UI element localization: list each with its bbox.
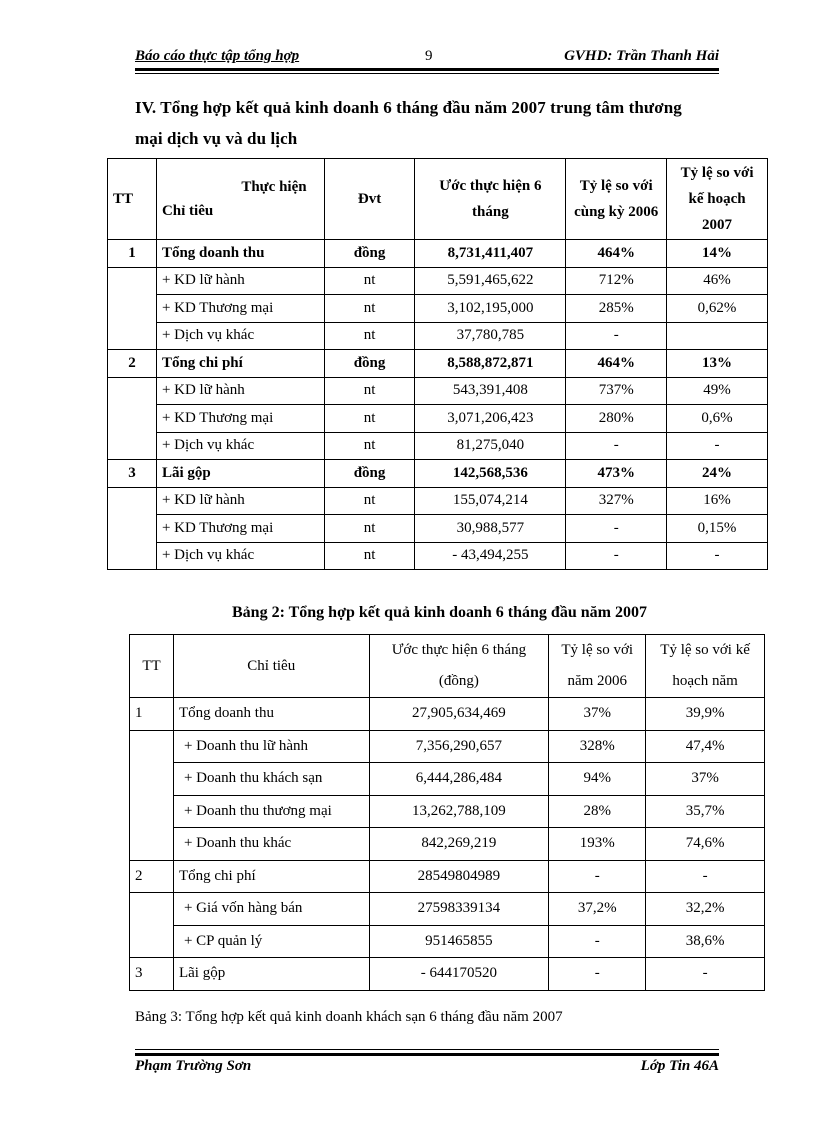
table-row	[108, 405, 768, 433]
header-vs-prev-year: Tỷ lệ so với cùng kỳ 2006	[566, 159, 667, 240]
row-vs-plan: 24%	[667, 460, 768, 488]
header-tt: TT	[130, 635, 174, 698]
row-label: + Doanh thu thương mại	[173, 795, 369, 828]
footer-class: Lớp Tin 46A	[640, 1058, 719, 1074]
row-label: Lãi gộp	[156, 460, 324, 488]
table-row	[108, 322, 768, 350]
business-results-table	[107, 158, 768, 570]
row-vs-prev-year: -	[566, 542, 667, 570]
row-vs-plan: -	[667, 432, 768, 460]
table-header-row	[130, 635, 765, 698]
row-vs-prev-year: 712%	[566, 267, 667, 295]
row-number-blank	[108, 267, 157, 350]
row-number-blank	[130, 730, 174, 860]
row-unit: nt	[324, 405, 415, 433]
row-unit: đồng	[324, 240, 415, 268]
row-vs-plan: 14%	[667, 240, 768, 268]
row-estimate: 6,444,286,484	[369, 763, 549, 796]
table-row	[130, 893, 765, 926]
table-row	[108, 515, 768, 543]
row-label: + Doanh thu khách sạn	[173, 763, 369, 796]
row-unit: nt	[324, 295, 415, 323]
row-unit: đồng	[324, 350, 415, 378]
row-label: Tổng doanh thu	[173, 698, 369, 731]
table-row	[108, 240, 768, 268]
row-number: 3	[130, 958, 174, 991]
row-estimate: - 644170520	[369, 958, 549, 991]
header-estimate: Ước thực hiện 6 tháng (đồng)	[369, 635, 549, 698]
table-row	[130, 828, 765, 861]
table-row	[130, 860, 765, 893]
row-estimate: 3,102,195,000	[415, 295, 566, 323]
table-row	[130, 925, 765, 958]
row-vs-prev-year: 285%	[566, 295, 667, 323]
row-unit: nt	[324, 487, 415, 515]
row-vs-2006: -	[549, 925, 646, 958]
row-vs-plan	[667, 322, 768, 350]
row-label: Tổng chi phí	[173, 860, 369, 893]
row-estimate: 81,275,040	[415, 432, 566, 460]
row-vs-plan: 0,62%	[667, 295, 768, 323]
header-chi-tieu: Chỉ tiêu	[173, 635, 369, 698]
row-unit: đồng	[324, 460, 415, 488]
row-vs-plan: 16%	[667, 487, 768, 515]
header-thuc-hien: Thực hiện	[241, 179, 307, 195]
row-vs-plan: 37%	[646, 763, 765, 796]
row-number: 1	[108, 240, 157, 268]
row-label: + Dịch vụ khác	[156, 542, 324, 570]
header-rule-thick	[135, 68, 719, 71]
table-2-title: Bảng 2: Tổng hợp kết quả kinh doanh 6 tháng đầu năm 2007	[232, 604, 647, 621]
page-number: 9	[425, 48, 433, 64]
header-tt: TT	[108, 159, 157, 240]
table-row	[130, 698, 765, 731]
row-label: + KD lữ hành	[156, 487, 324, 515]
row-vs-plan: 39,9%	[646, 698, 765, 731]
row-vs-plan: 0,15%	[667, 515, 768, 543]
row-vs-2006: 328%	[549, 730, 646, 763]
row-estimate: 28549804989	[369, 860, 549, 893]
row-vs-plan: -	[646, 860, 765, 893]
row-number: 1	[130, 698, 174, 731]
row-estimate: 8,588,872,871	[415, 350, 566, 378]
row-vs-prev-year: 280%	[566, 405, 667, 433]
row-number-blank	[130, 893, 174, 958]
header-report-title: Báo cáo thực tập tổng hợp	[135, 48, 300, 64]
row-unit: nt	[324, 432, 415, 460]
row-vs-prev-year: 464%	[566, 350, 667, 378]
row-estimate: 951465855	[369, 925, 549, 958]
section-title-line-2: mại dịch vụ và du lịch	[135, 129, 298, 148]
header-chi-tieu-label: Chỉ tiêu	[161, 203, 214, 219]
header-vs-plan: Tỷ lệ so với kế hoạch năm	[646, 635, 765, 698]
row-vs-2006: 37,2%	[549, 893, 646, 926]
row-vs-plan: 47,4%	[646, 730, 765, 763]
row-vs-plan: 32,2%	[646, 893, 765, 926]
table-row	[108, 460, 768, 488]
row-estimate: 5,591,465,622	[415, 267, 566, 295]
table-row	[130, 763, 765, 796]
summary-results-table	[129, 634, 765, 991]
row-vs-prev-year: 473%	[566, 460, 667, 488]
row-estimate: 37,780,785	[415, 322, 566, 350]
row-vs-prev-year: -	[566, 322, 667, 350]
row-vs-2006: 193%	[549, 828, 646, 861]
page-header	[135, 46, 719, 68]
row-vs-2006: 28%	[549, 795, 646, 828]
row-number-blank	[108, 487, 157, 570]
row-vs-prev-year: 327%	[566, 487, 667, 515]
table-row	[108, 432, 768, 460]
section-title	[135, 92, 725, 154]
row-unit: nt	[324, 322, 415, 350]
row-vs-prev-year: 737%	[566, 377, 667, 405]
page-footer	[135, 1058, 719, 1080]
row-vs-2006: 37%	[549, 698, 646, 731]
table-row	[108, 295, 768, 323]
section-title-line-1: IV. Tổng hợp kết quả kinh doanh 6 tháng đầu năm 2007 trung tâm thương	[135, 98, 682, 117]
table-row	[108, 542, 768, 570]
row-number: 3	[108, 460, 157, 488]
row-estimate: 13,262,788,109	[369, 795, 549, 828]
row-vs-2006: -	[549, 860, 646, 893]
row-vs-plan: 38,6%	[646, 925, 765, 958]
table-row	[108, 267, 768, 295]
row-estimate: - 43,494,255	[415, 542, 566, 570]
table-3-caption: Bảng 3: Tổng hợp kết quả kinh doanh khách sạn 6 tháng đầu năm 2007	[135, 1009, 563, 1025]
table-row	[130, 958, 765, 991]
row-number: 2	[130, 860, 174, 893]
row-unit: nt	[324, 515, 415, 543]
row-vs-2006: 94%	[549, 763, 646, 796]
table-row	[130, 795, 765, 828]
row-label: + Doanh thu lữ hành	[173, 730, 369, 763]
footer-author: Phạm Trường Sơn	[135, 1058, 252, 1074]
row-unit: nt	[324, 267, 415, 295]
row-label: Lãi gộp	[173, 958, 369, 991]
header-advisor: GVHD: Trần Thanh Hải	[564, 48, 719, 64]
row-vs-prev-year: 464%	[566, 240, 667, 268]
row-vs-plan: -	[646, 958, 765, 991]
header-vs-2006: Tỷ lệ so với năm 2006	[549, 635, 646, 698]
header-rule-thin	[135, 73, 719, 74]
row-label: + CP quản lý	[173, 925, 369, 958]
row-vs-prev-year: -	[566, 432, 667, 460]
row-label: Tổng doanh thu	[156, 240, 324, 268]
row-label: + KD lữ hành	[156, 267, 324, 295]
row-number: 2	[108, 350, 157, 378]
row-vs-2006: -	[549, 958, 646, 991]
row-vs-plan: -	[667, 542, 768, 570]
row-vs-plan: 0,6%	[667, 405, 768, 433]
row-label: + KD Thương mại	[156, 405, 324, 433]
row-number-blank	[108, 377, 157, 460]
row-label: + KD lữ hành	[156, 377, 324, 405]
footer-rule-thick	[135, 1053, 719, 1056]
row-estimate: 8,731,411,407	[415, 240, 566, 268]
row-label: + Doanh thu khác	[173, 828, 369, 861]
row-estimate: 155,074,214	[415, 487, 566, 515]
table-row	[108, 350, 768, 378]
row-estimate: 30,988,577	[415, 515, 566, 543]
row-label: + KD Thương mại	[156, 295, 324, 323]
row-label: Tổng chi phí	[156, 350, 324, 378]
table-row	[108, 377, 768, 405]
header-chi-tieu	[156, 159, 324, 240]
row-estimate: 142,568,536	[415, 460, 566, 488]
table-header-row	[108, 159, 768, 240]
header-vs-plan: Tỷ lệ so với kế hoạch 2007	[667, 159, 768, 240]
table-row	[130, 730, 765, 763]
row-estimate: 543,391,408	[415, 377, 566, 405]
row-vs-plan: 46%	[667, 267, 768, 295]
row-vs-plan: 13%	[667, 350, 768, 378]
row-estimate: 3,071,206,423	[415, 405, 566, 433]
row-estimate: 27598339134	[369, 893, 549, 926]
row-vs-plan: 35,7%	[646, 795, 765, 828]
row-unit: nt	[324, 542, 415, 570]
header-estimate: Ước thực hiện 6 tháng	[415, 159, 566, 240]
row-estimate: 842,269,219	[369, 828, 549, 861]
footer-rule-thin	[135, 1049, 719, 1050]
row-vs-prev-year: -	[566, 515, 667, 543]
row-vs-plan: 49%	[667, 377, 768, 405]
row-label: + Dịch vụ khác	[156, 432, 324, 460]
row-vs-plan: 74,6%	[646, 828, 765, 861]
row-estimate: 27,905,634,469	[369, 698, 549, 731]
row-label: + KD Thương mại	[156, 515, 324, 543]
row-label: + Giá vốn hàng bán	[173, 893, 369, 926]
row-estimate: 7,356,290,657	[369, 730, 549, 763]
header-dvt: Đvt	[324, 159, 415, 240]
row-label: + Dịch vụ khác	[156, 322, 324, 350]
row-unit: nt	[324, 377, 415, 405]
table-row	[108, 487, 768, 515]
